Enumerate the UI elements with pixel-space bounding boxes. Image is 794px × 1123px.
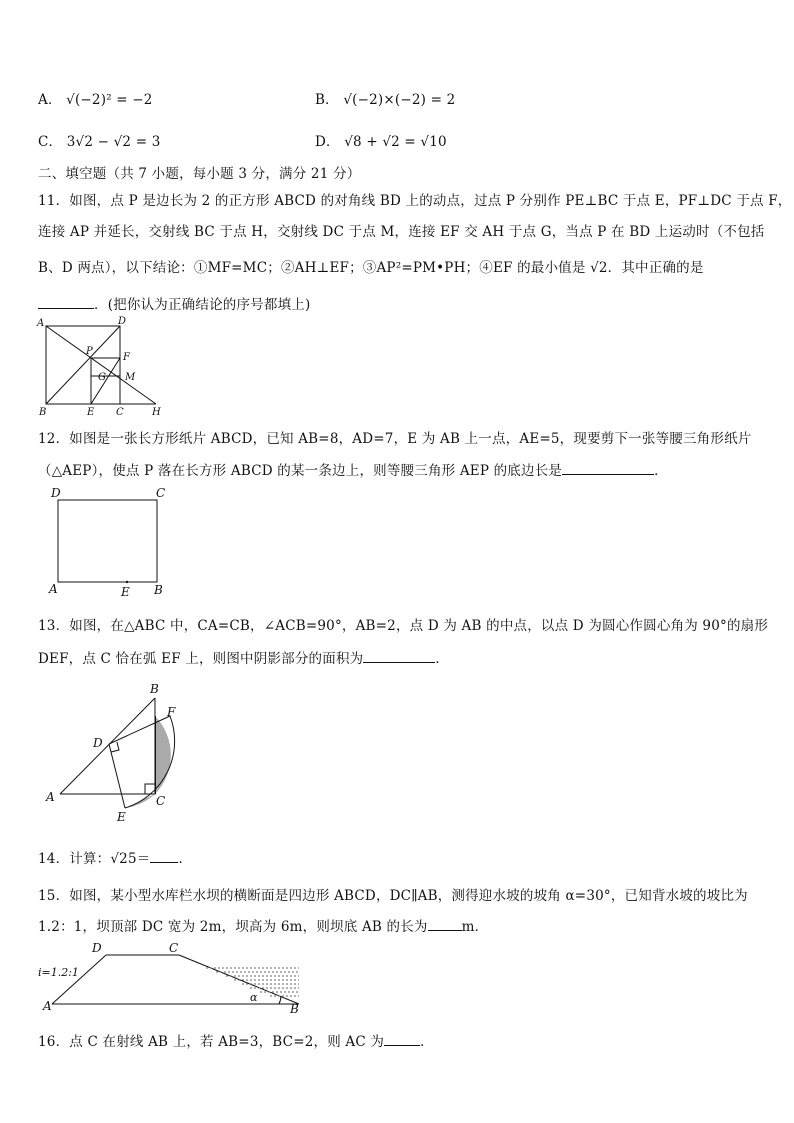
q13-label-d: D: [93, 736, 103, 750]
q13-line1: 13．如图，在△ABC 中，CA=CB，∠ACB=90°，AB=2，点 D 为 AB 的中点，以点 D 为圆心作圆心角为 90°的扇形: [38, 618, 769, 634]
q13-answer-blank[interactable]: [363, 650, 435, 663]
q12-label-d: D: [51, 486, 61, 500]
q12-label-b: B: [154, 583, 163, 597]
option-b-label: B．: [315, 92, 339, 108]
q11-answer-blank[interactable]: [38, 296, 94, 309]
q11-label-f: F: [123, 352, 130, 363]
q15-line2-wrap: [38, 915, 488, 935]
q11-line2: 连接 AP 并延长，交射线 BC 于点 H，交射线 DC 于点 M，连接 EF 交 AH 于点 G，当点 P 在 BD 上运动时（不包括: [38, 224, 765, 240]
option-a: [38, 88, 153, 108]
q13-label-b: B: [150, 682, 159, 696]
option-c: [38, 130, 160, 150]
q12-figure: [46, 484, 176, 600]
q15-slope-label: i=1.2:1: [38, 966, 79, 979]
q11-label-g: G: [98, 372, 106, 383]
q15-label-c: C: [169, 941, 179, 955]
option-c-text: 3√2 − √2 = 3: [66, 134, 161, 150]
q12-label-e: E: [121, 585, 130, 599]
q11-label-d: D: [118, 316, 127, 327]
q15-alpha-label: α: [250, 991, 258, 1004]
q13-label-e: E: [117, 810, 126, 824]
q12-answer-blank[interactable]: [562, 462, 654, 475]
option-d-label: D．: [315, 134, 340, 150]
q15-label-d: D: [92, 941, 102, 955]
q14-text: 14．计算：√25＝: [38, 851, 151, 867]
q11-label-a: A: [37, 318, 45, 329]
q16-answer-blank[interactable]: [384, 1033, 420, 1046]
q13-line2: DEF，点 C 恰在弧 EF 上，则图中阴影部分的面积为: [38, 651, 364, 667]
q13-line2-end: ．: [435, 651, 450, 667]
q15-figure: [34, 938, 314, 1018]
q16-wrap: [38, 1030, 434, 1050]
q11-line4: ．(把你认为正确结论的序号都填上): [94, 297, 311, 313]
q16-end: ．: [420, 1034, 434, 1050]
option-d: [315, 130, 447, 150]
q15-line1: 15．如图，某小型水库栏水坝的横断面是四边形 ABCD，DC∥AB，测得迎水坡的坡角 α=30°，已知背水坡的坡比为: [38, 888, 748, 904]
q15-label-b: B: [290, 1002, 299, 1016]
q11-label-h: H: [152, 407, 161, 418]
q13-label-a: A: [46, 790, 55, 804]
q11-label-p: P: [86, 346, 93, 357]
option-a-text: √(−2)² = −2: [66, 92, 153, 108]
q12-line1: 12．如图是一张长方形纸片 ABCD，已知 AB=8，AD=7，E 为 AB 上一点，AE=5，现要剪下一张等腰三角形纸片: [38, 431, 752, 447]
q16-text: 16．点 C 在射线 AB 上，若 AB=3，BC=2，则 AC 为: [38, 1034, 385, 1050]
q12-line2-end: ．: [654, 463, 668, 479]
q11-line4-wrap: [38, 293, 310, 313]
q11-figure: [34, 316, 174, 418]
option-b: [315, 88, 455, 108]
section-heading: 二、填空题（共 7 小题，每小题 3 分，满分 21 分）: [38, 166, 361, 182]
q13-label-f: F: [167, 705, 176, 719]
q15-line2: 1.2：1，坝顶部 DC 宽为 2m，坝高为 6m，则坝底 AB 的长为: [38, 919, 428, 935]
q12-line2: （△AEP），使点 P 落在长方形 ABCD 的某一条边上，则等腰三角形 AEP 的底边长是: [38, 463, 563, 479]
q11-label-b: B: [39, 407, 47, 418]
option-d-text: √8 + √2 = √10: [344, 134, 447, 150]
q11-line1: 11．如图，点 P 是边长为 2 的正方形 ABCD 的对角线 BD 上的动点，过点 P 分别作 PE⊥BC 于点 E，PF⊥DC 于点 F，: [38, 193, 792, 209]
q13-figure: [42, 678, 192, 828]
q14-wrap: [38, 847, 192, 867]
q12-label-a: A: [49, 582, 58, 596]
q15-line2-end: m．: [461, 919, 489, 935]
option-a-label: A．: [38, 92, 62, 108]
q14-answer-blank[interactable]: [150, 850, 178, 863]
q13-line2-wrap: [38, 647, 449, 667]
option-b-text: √(−2)×(−2) = 2: [343, 92, 456, 108]
q11-label-e: E: [87, 407, 95, 418]
q12-label-c: C: [156, 486, 166, 500]
q11-label-c: C: [116, 407, 124, 418]
q11-label-m: M: [125, 372, 136, 383]
q14-end: ．: [178, 851, 193, 867]
q12-line2-wrap: [38, 459, 668, 479]
option-c-label: C．: [38, 134, 63, 150]
q13-label-c: C: [156, 794, 166, 808]
q15-answer-blank[interactable]: [428, 918, 462, 931]
q11-line3: B、D 两点），以下结论：①MF=MC；②AH⊥EF；③AP²=PM•PH；④EF 的最小值是 √2．其中正确的是: [38, 260, 704, 276]
q15-label-a: A: [43, 999, 52, 1013]
